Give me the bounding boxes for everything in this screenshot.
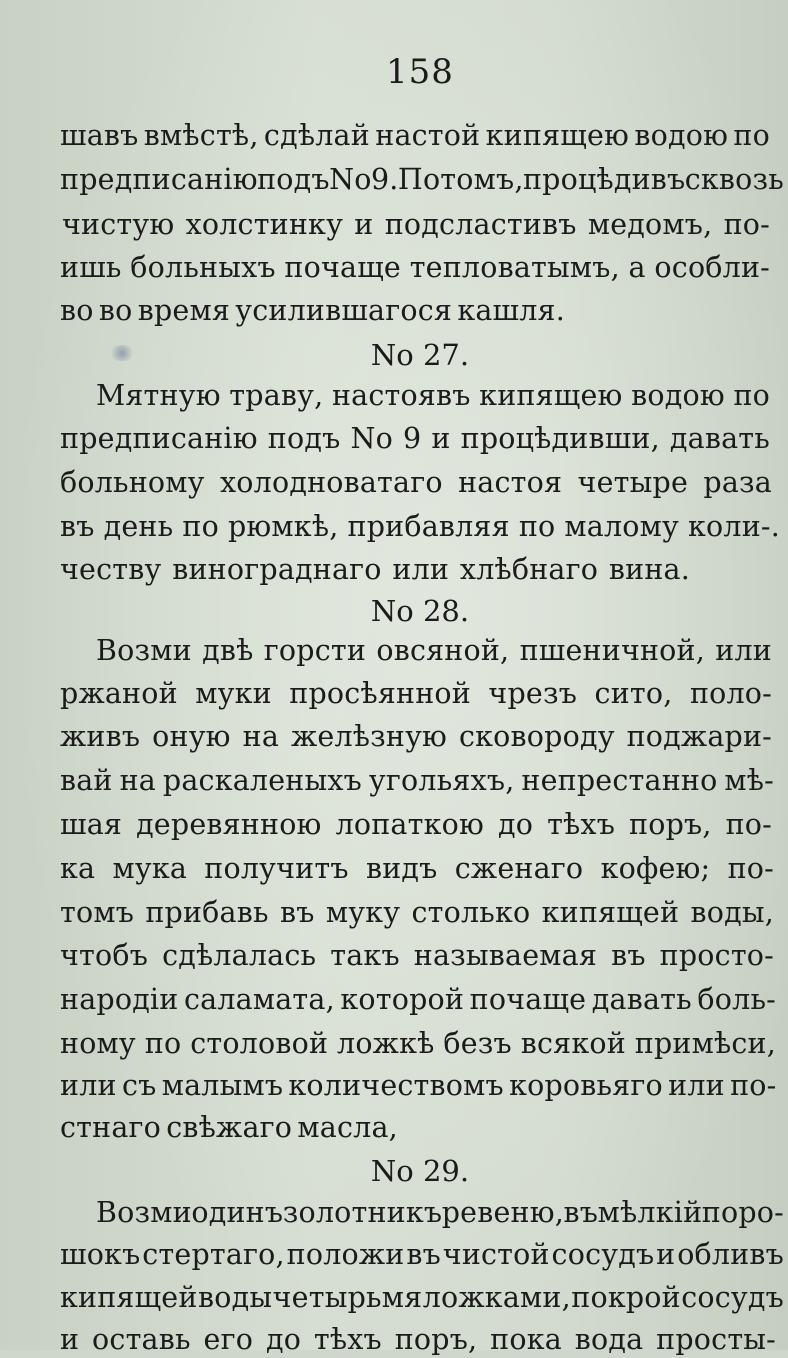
text-line: ишь больныхъ почаще тепловатымъ, а особли- [60, 251, 770, 284]
text-line: ржаной муки просѣянной чрезъ сито, поло- [60, 677, 772, 710]
text-line: живъ оную на желѣзную сковороду поджари- [60, 720, 772, 753]
text-line: стнаго свѣжаго масла, [60, 1111, 398, 1144]
text-line: ка мука получитъ видъ сженаго кофею; по- [60, 852, 774, 885]
recipe-heading: No 27. [370, 338, 470, 372]
text-line: предписанію подъ No 9 и процѣдивши, давать [60, 422, 770, 455]
text-line: народіи саламата, которой почаще давать боль- [60, 983, 776, 1016]
recipe-heading: No 28. [370, 594, 470, 628]
text-line: и оставь его до тѣхъ поръ, пока вода просты- [60, 1323, 776, 1356]
text-line: шокъ стертаго, положи въ чистой сосудъ и обливъ [60, 1238, 784, 1271]
text-line: въ день по рюмкѣ, прибавляя по малому коли-. [60, 510, 780, 543]
text-line: Мятную траву, настоявъ кипящею водою по [96, 379, 770, 412]
text-line: Возми одинъ золотникъ ревеню, въ мѣлкій поро- [96, 1196, 784, 1229]
text-line: шая деревянною лопаткою до тѣхъ поръ, по- [60, 808, 772, 841]
text-line: чтобъ сдѣлалась такъ называемая въ просто- [60, 939, 774, 972]
text-line: предписанію подъ No 9. Потомъ, процѣдивъ сквозь [60, 163, 784, 196]
text-line: вай на раскаленыхъ угольяхъ, непрестанно мѣ- [60, 764, 774, 797]
text-line: чистую холстинку и подсластивъ медомъ, по- [62, 208, 770, 241]
text-line: честву винограднаго или хлѣбнаго вина. [60, 553, 690, 586]
text-line: кипящей воды четырьмя ложками, покрой сосудъ [60, 1281, 784, 1314]
text-line: томъ прибавь въ муку столько кипящей воды, [60, 896, 774, 929]
text-line: во во время усилившагося кашля. [60, 294, 565, 327]
text-line: или съ малымъ количествомъ коровьяго или по- [60, 1069, 777, 1102]
text-line: шавъ вмѣстѣ, сдѣлай настой кипящею водою по [60, 119, 770, 152]
recipe-heading: No 29. [370, 1154, 470, 1188]
page-number: 158 [386, 52, 454, 92]
text-line: Возми двѣ горсти овсяной, пшеничной, или [96, 634, 772, 667]
text-line: больному холодноватаго настоя четыре раза [60, 466, 772, 499]
text-line: ному по столовой ложкѣ безъ всякой примѣси, [60, 1027, 776, 1060]
